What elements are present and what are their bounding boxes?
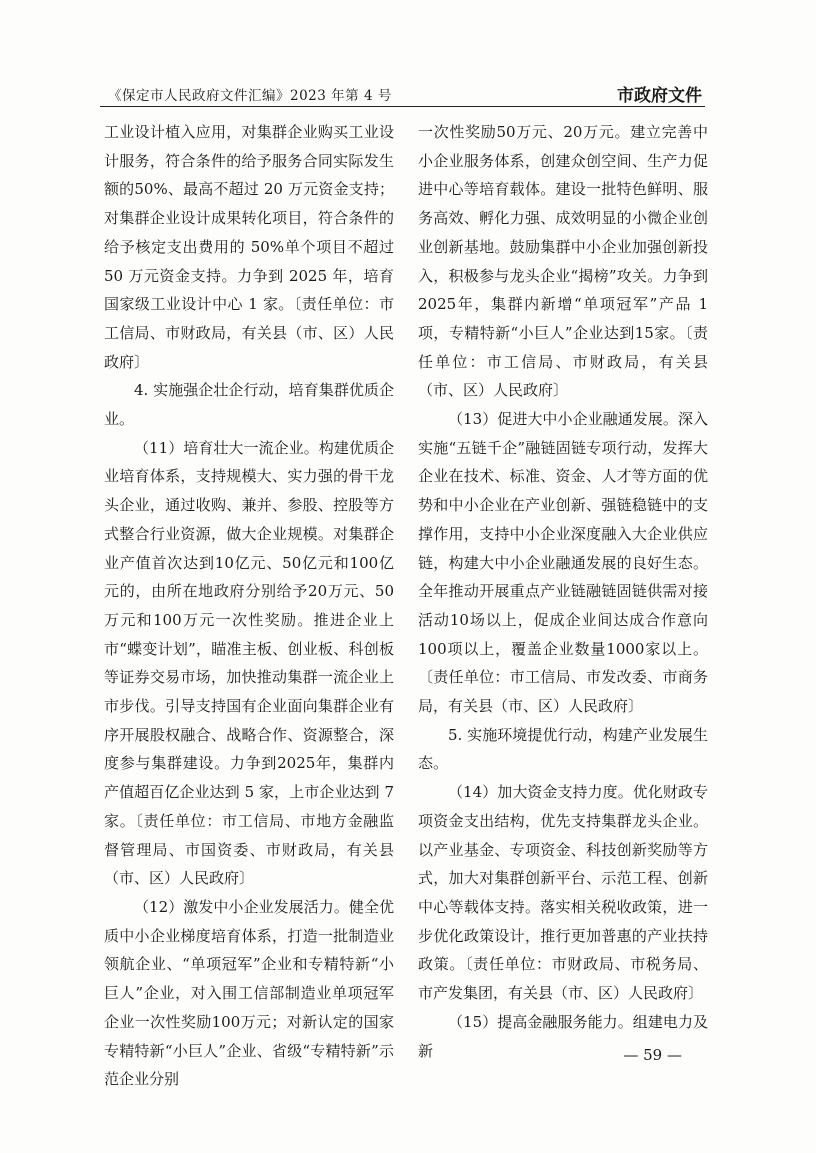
section-title: 市政府文件 (617, 86, 702, 106)
paragraph-11: （11）培育壮大一流企业。构建优质企业培育体系，支持规模大、实力强的骨干龙头企业，通过收购、兼并、参股、控股等方式整合行业资源，做大企业规模。对集群企业产值首次达到10亿元、50亿元和100亿元的，由所在地政府分别给予20万元、50万元和100万元一次性奖励。推进企业上市“蝶变计划”，瞄准主板、创业板、科创板等证券交易市场，加快推动集群一流企业上市步伐。引导支持国有企业面向集群企业有序开展股权融合、战略合作、资源整合，深度参与集群建设。力争到2025年，集群内产值超百亿企业达到 5 家，上市企业达到 7 家。〔责任单位：市工信局、市地方金融监督管理局、市国资委、市财政局，有关县（市、区）人民政府〕 (104, 438, 394, 888)
paragraph-continuation: 一次性奖励50万元、20万元。建立完善中小企业服务体系，创建众创空间、生产力促进中心等培育载体。建设一批特色鲜明、服务高效、孵化力强、成效明显的小微企业创业创新基地。鼓励集群中小企业加强创新投入，积极参与龙头企业“揭榜”攻关。力争到2025年，集群内新增“单项冠军”产品 1 项，专精特新“小巨人”企业达到15家。〔责任单位：市工信局、市财政局，有关县（市、区）人民政府〕 (418, 123, 708, 400)
paragraph-15: （15）提高金融服务能力。组建电力及新 (418, 1012, 708, 1060)
paragraph-12: （12）激发中小企业发展活力。健全优质中小企业梯度培育体系，打造一批制造业领航企业、“单项冠军”企业和专精特新“小巨人”企业，对入围工信部制造业单项冠军企业一次性奖励100万元；对新认定的国家专精特新“小巨人”企业、省级“专精特新”示范企业分别 (104, 897, 394, 1089)
left-column (104, 118, 394, 1094)
page-number: — 59 — (623, 1046, 682, 1064)
section-heading-5: 5. 实施环境提优行动，构建产业发展生态。 (418, 725, 708, 773)
header-rule (100, 106, 705, 107)
paragraph-13: （13）促进大中小企业融通发展。深入实施“五链千企”融链固链专项行动，发挥大企业在技术、标准、资金、人才等方面的优势和中小企业在产业创新、强链稳链中的支撑作用，支持中小企业深度融入大企业供应链，构建大中小企业融通发展的良好生态。全年推动开展重点产业链融链固链供需对接活动10场以上，促成企业间达成合作意向100项以上，覆盖企业数量1000家以上。〔责任单位：市工信局、市发改委、市商务局，有关县（市、区）人民政府〕 (418, 410, 708, 716)
right-column (418, 118, 708, 1065)
paragraph-continuation: 工业设计植入应用，对集群企业购买工业设计服务，符合条件的给予服务合同实际发生额的50%、最高不超过 20 万元资金支持；对集群企业设计成果转化项目，符合条件的给予核定支出费用的 50%单个项目不超过 50 万元资金支持。力争到 2025 年，培育国家级工业设计中心 1 家。〔责任单位：市工信局、市财政局，有关县（市、区）人民政府〕 (104, 123, 394, 371)
publication-title: 《保定市人民政府文件汇编》2023 年第 4 号 (108, 88, 392, 104)
paragraph-14: （14）加大资金支持力度。优化财政专项资金支出结构，优先支持集群龙头企业。以产业基金、专项资金、科技创新奖励等方式，加大对集群创新平台、示范工程、创新中心等载体支持。落实相关税收政策，进一步优化政策设计，推行更加普惠的产业扶持政策。〔责任单位：市财政局、市税务局、市产发集团，有关县（市、区）人民政府〕 (418, 783, 708, 1003)
section-heading-4: 4. 实施强企壮企行动，培育集群优质企业。 (104, 381, 394, 429)
